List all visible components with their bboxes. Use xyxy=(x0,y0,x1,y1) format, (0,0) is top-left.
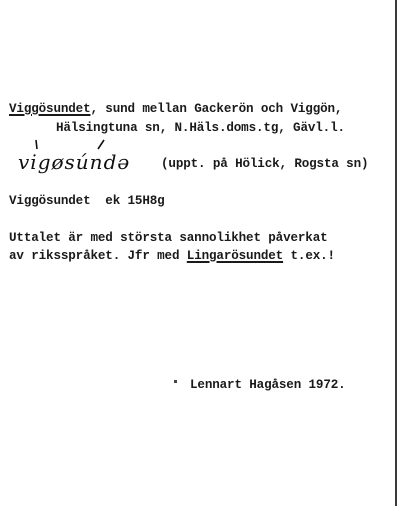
entry-line-1 xyxy=(9,102,342,116)
pronunciation-source: (uppt. på Hölick, Rogsta sn) xyxy=(161,157,369,171)
handwritten-pronunciation xyxy=(18,134,158,184)
cross-reference: Lingarösundet xyxy=(186,249,284,263)
signature: Lennart Hagåsen 1972. xyxy=(190,378,346,392)
comment-line-1: Uttalet är med största sannolikhet påverkat xyxy=(9,231,328,245)
comment-line-2 xyxy=(9,249,335,263)
entry-headword: Viggösundet xyxy=(9,102,91,116)
pronunciation-text: vigøsúndə xyxy=(18,150,131,174)
card-edge xyxy=(395,0,397,506)
entry-description: , sund mellan Gackerön och Viggön, xyxy=(90,102,343,116)
ink-mark xyxy=(174,380,177,383)
comment-text: av riksspråket. Jfr med xyxy=(9,249,187,263)
map-reference: Viggösundet ek 15H8g xyxy=(9,194,165,208)
entry-location: Hälsingtuna sn, N.Häls.doms.tg, Gävl.l. xyxy=(56,121,345,135)
comment-text-end: t.ex.! xyxy=(283,249,335,263)
